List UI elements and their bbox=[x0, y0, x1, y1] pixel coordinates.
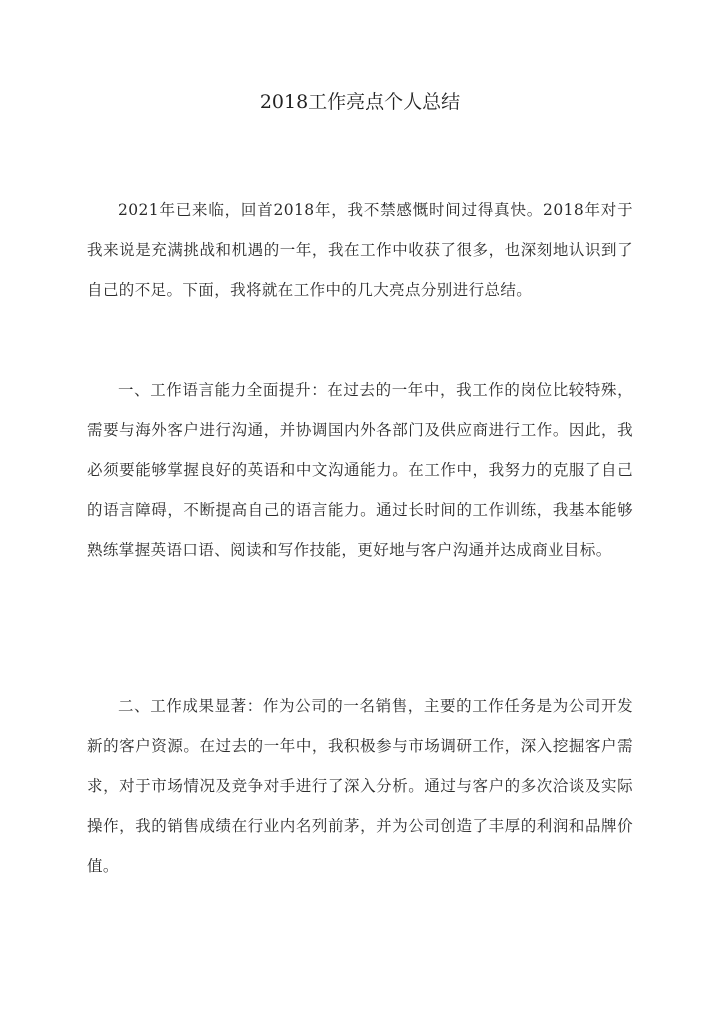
paragraph-intro: 2021年已来临，回首2018年，我不禁感慨时间过得真快。2018年对于我来说是充满挑战和机遇的一年，我在工作中收获了很多，也深刻地认识到了自己的不足。下面，我将就在工作中的几大亮点分别进行总结。 bbox=[87, 201, 633, 299]
paragraph-work-results: 二、工作成果显著：作为公司的一名销售，主要的工作任务是为公司开发新的客户资源。在过去的一年中，我积极参与市场调研工作，深入挖掘客户需求，对于市场情况及竞争对手进行了深入分析。通过与客户的多次洽谈及实际操作，我的销售成绩在行业内名列前茅，并为公司创造了丰厚的利润和品牌价值。 bbox=[87, 697, 633, 875]
document-title: 2018工作亮点个人总结 bbox=[259, 91, 461, 113]
paragraph-language-ability: 一、工作语言能力全面提升：在过去的一年中，我工作的岗位比较特殊，需要与海外客户进行沟通，并协调国内外各部门及供应商进行工作。因此，我必须要能够掌握良好的英语和中文沟通能力。在工作中，我努力的克服了自己的语言障碍，不断提高自己的语言能力。通过长时间的工作训练，我基本能够熟练掌握英语口语、阅读和写作技能，更好地与客户沟通并达成商业目标。 bbox=[87, 381, 633, 559]
